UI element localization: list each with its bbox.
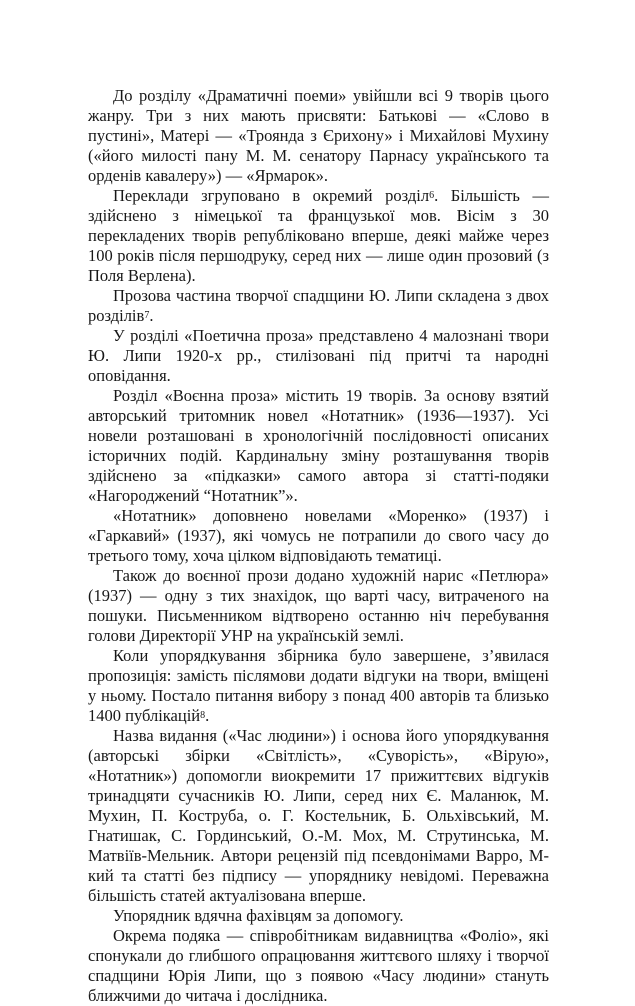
footnote-marker: 6	[429, 189, 435, 201]
paragraph	[88, 906, 549, 926]
text-run: Назва видання («Час людини») і основа його упорядкування (авторські збірки «Світлість», «Суворість», «Вірую», «Нотатник») допомогли виокремити 17 прижиттєвих відгуків тринадцяти сучасників Ю. Липи, серед них Є. Маланюк, М. Мухин, П. Коструба, о. Г. Костельник, Б. Ольхівський, М. Гнатишак, С. Гординський, О.-М. Мох, М. Струтинська, М. Матвіїв-Мельник. Автори рецензій під псевдонімами Варро, М-кий та статті без підпису — упоряднику невідомі. Переважна більшість статей актуалізована вперше.	[88, 726, 549, 905]
text-run: Розділ «Воєнна проза» містить 19 творів. За основу взятий авторський тритомник новел «Нотатник» (1936—1937). Усі новели розташовані в хронологічній послідовності описаних історичних подій. Кардинальну зміну розташування творів здійснено за «підказки» самого автора зі статті-подяки «Нагороджений “Нотатник”».	[88, 386, 549, 505]
paragraph	[88, 926, 549, 1006]
text-block	[88, 86, 549, 1006]
paragraph	[88, 506, 549, 566]
text-run: «Нотатник» доповнено новелами «Моренко» (1937) і «Гаркавий» (1937), які чомусь не потрапили до свого часу до третього тому, хоча цілком відповідають тематиці.	[88, 506, 549, 565]
text-run: Упорядник вдячна фахівцям за допомогу.	[113, 906, 404, 925]
text-run: Коли упорядкування збірника було завершене, з’явилася пропозиція: замість післямови додати відгуки на твори, вміщені у ньому. Постало питання вибору з понад 400 авторів та близько 1400 публікацій	[88, 646, 549, 725]
paragraph	[88, 646, 549, 726]
text-run: До розділу «Драматичні поеми» увійшли всі 9 творів цього жанру. Три з них мають присвяти: Батькові — «Слово в пустині», Матері — «Троянда з Єрихону» і Михайлові Мухину («його милості пану М. М. сенатору Парнасу українського та орденів кавалеру») — «Ярмарок».	[88, 86, 549, 185]
footnote-marker: 8	[200, 709, 206, 721]
text-run: У розділі «Поетична проза» представлено 4 малознані твори Ю. Липи 1920-х рр., стилізовані під притчі та народні оповідання.	[88, 326, 549, 385]
paragraph	[88, 386, 549, 506]
paragraph	[88, 326, 549, 386]
text-run: . Більшість — здійснено з німецької та французької мов. Вісім з 30 перекладених творів републіковано вперше, деякі майже через 100 років після першодруку, серед них — лише один прозовий (з Поля Верлена).	[88, 186, 549, 285]
paragraph	[88, 286, 549, 326]
text-run: Прозова частина творчої спадщини Ю. Липи складена з двох розділів	[88, 286, 549, 325]
paragraph	[88, 726, 549, 906]
text-run: Також до воєнної прози додано художній нарис «Петлюра» (1937) — одну з тих знахідок, що варті часу, витраченого на пошуки. Письменником відтворено останню ніч перебування голови Директорії УНР на українській землі.	[88, 566, 549, 645]
paragraph	[88, 566, 549, 646]
text-run: .	[205, 706, 210, 725]
paragraph	[88, 186, 549, 286]
footnote-marker: 7	[144, 309, 150, 321]
text-run: Переклади згруповано в окремий розділ	[113, 186, 430, 205]
text-run: .	[149, 306, 154, 325]
paragraph	[88, 86, 549, 186]
text-run: Окрема подяка — співробітникам видавництва «Фоліо», які спонукали до глибшого опрацювання життєвого шляху і творчої спадщини Юрія Липи, що з появою «Часу людини» стануть ближчими до читача і дослідника.	[88, 926, 549, 1005]
